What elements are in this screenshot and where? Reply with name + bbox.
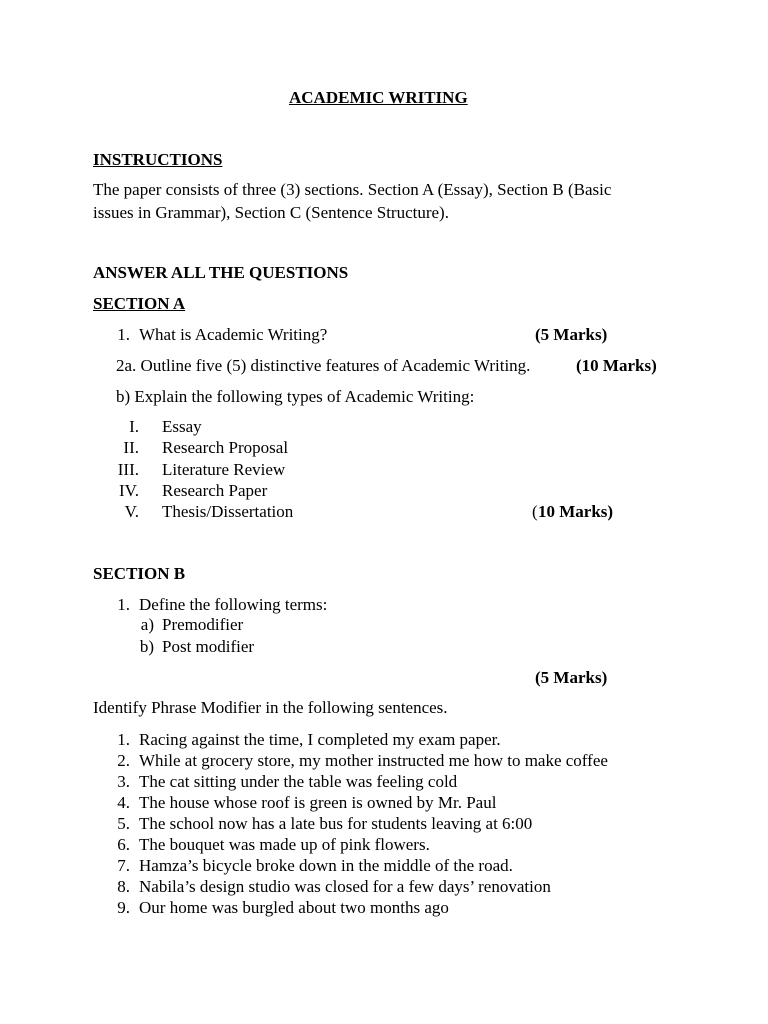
list-text: The school now has a late bus for students leaving at 6:00 bbox=[139, 814, 533, 833]
instructions-line-2: issues in Grammar), Section C (Sentence Structure). bbox=[93, 203, 449, 222]
list-number: V. bbox=[124, 502, 139, 521]
question-text: Define the following terms: bbox=[139, 595, 328, 614]
list-number: 7. bbox=[117, 856, 130, 875]
list-text: Thesis/Dissertation bbox=[162, 502, 294, 521]
list-text: Research Paper bbox=[162, 481, 268, 500]
list-text: While at grocery store, my mother instructed me how to make coffee bbox=[139, 751, 608, 770]
list-number: b) bbox=[139, 637, 154, 656]
list-text: Post modifier bbox=[162, 637, 255, 656]
list-number: 5. bbox=[117, 814, 130, 833]
list-text: The bouquet was made up of pink flowers. bbox=[139, 835, 430, 854]
list-number: a) bbox=[140, 615, 154, 634]
list-text: The house whose roof is green is owned by Mr. Paul bbox=[139, 793, 497, 812]
marks-label: (5 Marks) bbox=[535, 668, 608, 687]
list-text: The cat sitting under the table was feeling cold bbox=[139, 772, 458, 791]
list-text: Our home was burgled about two months ago bbox=[139, 898, 449, 917]
list-number: 1. bbox=[117, 325, 130, 344]
marks-label: (10 Marks) bbox=[576, 356, 657, 375]
list-text: Premodifier bbox=[162, 615, 244, 634]
section-b-heading: SECTION B bbox=[93, 564, 186, 583]
list-number: 4. bbox=[117, 793, 130, 812]
list-text: Essay bbox=[162, 417, 202, 436]
list-number: IV. bbox=[119, 481, 139, 500]
question-text: What is Academic Writing? bbox=[139, 325, 328, 344]
list-number: 1. bbox=[117, 595, 130, 614]
list-text: Hamza’s bicycle broke down in the middle of the road. bbox=[139, 856, 513, 875]
marks-label: 10 Marks) bbox=[538, 502, 614, 521]
list-number: 2. bbox=[117, 751, 130, 770]
instructions-line-1: The paper consists of three (3) sections. Section A (Essay), Section B (Basic bbox=[93, 180, 612, 199]
list-number: 9. bbox=[117, 898, 130, 917]
page-title: ACADEMIC WRITING bbox=[289, 88, 468, 107]
list-number: 3. bbox=[117, 772, 130, 791]
list-text: Literature Review bbox=[162, 460, 286, 479]
marks-label: (5 Marks) bbox=[535, 325, 608, 344]
answer-all-heading: ANSWER ALL THE QUESTIONS bbox=[93, 263, 349, 282]
marks-paren: ( bbox=[532, 502, 538, 521]
list-number: III. bbox=[117, 460, 139, 479]
list-number: 6. bbox=[117, 835, 130, 854]
section-a-q2b: b) Explain the following types of Academic Writing: bbox=[116, 387, 475, 406]
list-number: I. bbox=[129, 417, 139, 436]
section-a-heading: SECTION A bbox=[93, 294, 186, 313]
list-number: 8. bbox=[117, 877, 130, 896]
list-text: Nabila’s design studio was closed for a few days’ renovation bbox=[139, 877, 551, 896]
list-text: Research Proposal bbox=[162, 438, 289, 457]
instructions-heading: INSTRUCTIONS bbox=[93, 150, 223, 169]
list-number: II. bbox=[123, 438, 139, 457]
list-number: 1. bbox=[117, 730, 130, 749]
identify-instruction: Identify Phrase Modifier in the following sentences. bbox=[93, 698, 448, 717]
question-text: 2a. Outline five (5) distinctive features of Academic Writing. bbox=[116, 356, 531, 375]
list-text: Racing against the time, I completed my exam paper. bbox=[139, 730, 501, 749]
